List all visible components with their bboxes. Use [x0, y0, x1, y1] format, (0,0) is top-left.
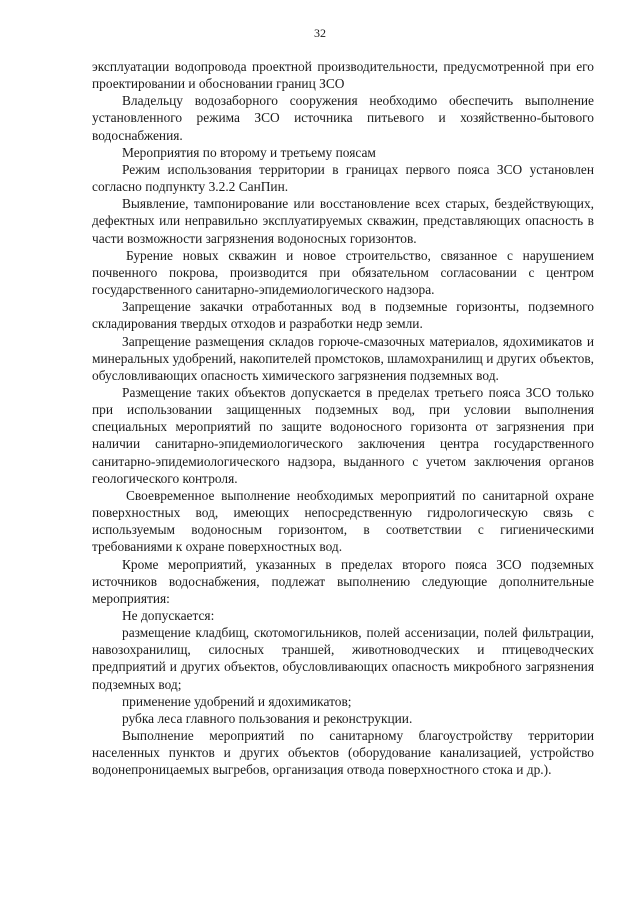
paragraph-sanitary-improvement: Выполнение мероприятий по санитарному благоустройству территории населенных пунктов и других объектов (оборудование канализацией, устройство водонепроницаемых выгребов, организация отвода поверхностного стока и др.).: [92, 728, 594, 778]
list-item-fertilizers: применение удобрений и ядохимикатов;: [122, 693, 352, 709]
paragraph-owner-obligation: Владельцу водозаборного сооружения необходимо обеспечить выполнение установленного режима ЗСО источника питьевого и хозяйственно-бытового водоснабжения.: [92, 93, 594, 143]
paragraph-continuation: эксплуатации водопровода проектной производительности, предусмотренной при его проектировании и обосновании границ ЗСО: [92, 59, 594, 92]
list-item-logging: рубка леса главного пользования и реконструкции.: [122, 710, 413, 726]
paragraph-not-allowed: Не допускается:: [122, 608, 215, 623]
paragraph-placement-conditions: Размещение таких объектов допускается в пределах третьего пояса ЗСО только при использовании защищенных подземных вод, при условии выполнения специальных мероприятий по защите водоносного горизонта от загрязнения при наличии санитарно-эпидемиологического заключения центра государственного санитарно-эпидемиологического надзора, выданного с учетом заключения органов геологического контроля.: [92, 384, 594, 486]
page-number: 32: [314, 26, 326, 40]
paragraph-storage-ban: Запрещение размещения складов горюче-смазочных материалов, ядохимикатов и минеральных удобрений, накопителей промстоков, шламохранилищ и других объектов, обусловливающих опасность химического загрязнения подземных вод.: [92, 333, 594, 383]
document-body: [92, 58, 594, 779]
paragraph-well-identification: Выявление, тампонирование или восстановление всех старых, бездействующих, дефектных или неправильно эксплуатируемых скважин, представляющих опасность в части возможности загрязнения водоносных горизонтов.: [92, 196, 594, 246]
paragraph-additional-measures: Кроме мероприятий, указанных в пределах второго пояса ЗСО подземных источников водоснабжения, подлежат выполнению следующие дополнительные мероприятия:: [92, 556, 594, 606]
section-heading-second-third-belts: Мероприятия по второму и третьему поясам: [122, 144, 376, 160]
paragraph-usage-regime: Режим использования территории в границах первого пояса ЗСО установлен согласно подпункту 3.2.2 СанПин.: [92, 161, 594, 195]
paragraph-injection-ban: Запрещение закачки отработанных вод в подземные горизонты, подземного складирования твердых отходов и разработки недр земли.: [92, 299, 594, 332]
paragraph-surface-water-protection: Своевременное выполнение необходимых мероприятий по санитарной охране поверхностных вод, имеющих непосредственную гидрологическую связь с используемым водоносным горизонтом, в соответствии с гигиеническими требованиями к охране поверхностных вод.: [92, 487, 594, 555]
list-item-placement-ban: размещение кладбищ, скотомогильников, полей ассенизации, полей фильтрации, навозохранилищ, силосных траншей, животноводческих и птицеводческих предприятий и других объектов, обусловливающих опасность микробного загрязнения подземных вод;: [92, 625, 594, 692]
paragraph-drilling-approval: Бурение новых скважин и новое строительство, связанное с нарушением почвенного покрова, производится при обязательном согласовании с центром государственного санитарно-эпидемиологического надзора.: [92, 247, 594, 298]
